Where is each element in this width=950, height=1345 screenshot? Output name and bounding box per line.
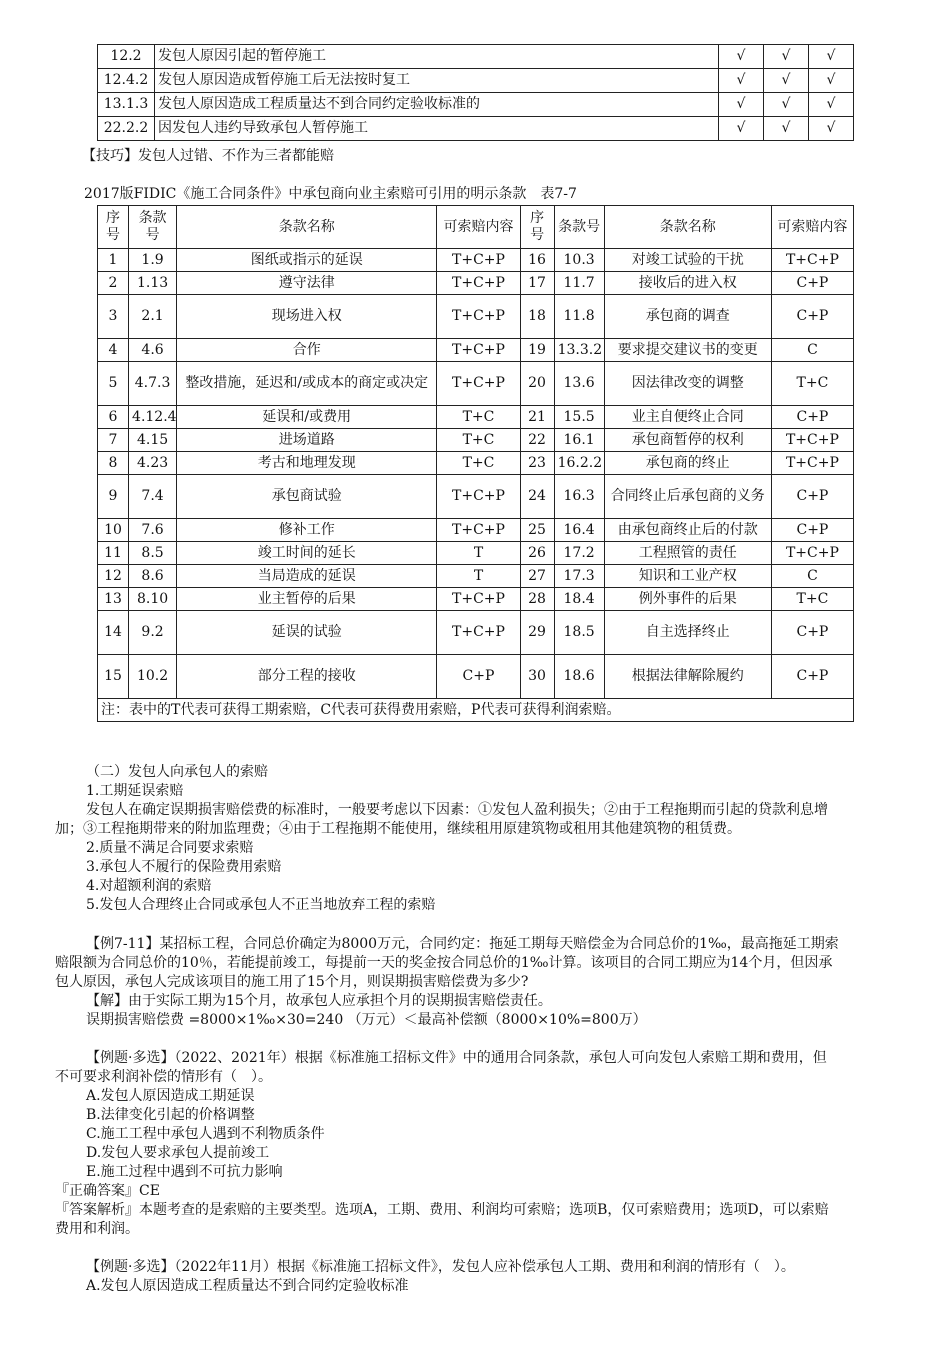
clause-number: 22.2.2 [98,117,155,141]
seq-cell: 18 [520,295,554,339]
example-711-solution: 【解】由于实际工期为15个月，故承包人应承担个月的误期损害赔偿责任。 [86,993,552,1009]
example-multi1-line1: 【例题·多选】（2022、2021年）根据《标准施工招标文件》中的通用合同条款，承包人可向发包人索赔工期和费用，但 [86,1050,827,1066]
name-cell: 图纸或指示的延误 [177,249,437,272]
name-cell: 因法律改变的调整 [604,362,771,406]
clause-cell: 16.1 [554,429,604,452]
seq-cell: 17 [520,272,554,295]
content-cell: T+C [437,452,520,475]
seq-cell: 3 [98,295,129,339]
time-claim-check: √ [719,93,764,117]
seq-cell: 28 [520,588,554,611]
fidic-table-caption: 2017版FIDIC《施工合同条件》中承包商向业主索赔可引用的明示条款 表7-7 [84,186,577,202]
cost-claim-check: √ [764,45,809,69]
content-cell: C+P [771,406,853,429]
example-multi2-option-a: A.发包人原因造成工程质量达不到合同约定验收标准 [86,1278,409,1294]
seq-cell: 8 [98,452,129,475]
fidic-row [98,362,854,406]
content-cell: T+C+P [771,249,853,272]
seq-cell: 11 [98,542,129,565]
clause-cell: 10.3 [554,249,604,272]
name-cell: 整改措施，延迟和/或成本的商定或决定 [177,362,437,406]
seq-cell: 26 [520,542,554,565]
section-item-3: 3.承包人不履行的保险费用索赔 [86,859,282,875]
content-cell: T+C+P [437,519,520,542]
clause-cell: 17.2 [554,542,604,565]
answer-analysis-b: 费用和利润。 [55,1221,139,1237]
content-cell: T+C+P [771,452,853,475]
profit-claim-check: √ [809,117,854,141]
example-multi1-line2: 不可要求利润补偿的情形有（ ）。 [55,1069,272,1085]
fidic-row [98,406,854,429]
fidic-claims-table [97,205,854,722]
option-c: C.施工工程中承包人遇到不利物质条件 [86,1126,325,1142]
name-cell: 当局造成的延误 [177,565,437,588]
name-cell: 承包商的终止 [604,452,771,475]
header-content: 可索赔内容 [437,206,520,249]
fidic-row [98,339,854,362]
fidic-row [98,272,854,295]
clause-cell: 4.15 [129,429,177,452]
time-claim-check: √ [719,69,764,93]
clause-cell: 18.5 [554,611,604,655]
claim-table-continued [97,44,854,141]
seq-cell: 19 [520,339,554,362]
name-cell: 工程照管的责任 [604,542,771,565]
clause-cell: 11.7 [554,272,604,295]
seq-cell: 13 [98,588,129,611]
clause-description: 发包人原因造成工程质量达不到合同约定验收标准的 [155,93,719,117]
fidic-note-row [98,699,854,722]
name-cell: 遵守法律 [177,272,437,295]
name-cell: 修补工作 [177,519,437,542]
seq-cell: 7 [98,429,129,452]
clause-cell: 1.13 [129,272,177,295]
clause-description: 因发包人违约导致承包人暂停施工 [155,117,719,141]
content-cell: T+C [437,429,520,452]
name-cell: 对竣工试验的干扰 [604,249,771,272]
header-clause-2: 条款号 [554,206,604,249]
header-name: 条款名称 [177,206,437,249]
seq-cell: 22 [520,429,554,452]
clause-cell: 13.3.2 [554,339,604,362]
fidic-row [98,295,854,339]
content-cell: T+C+P [437,475,520,519]
name-cell: 根据法律解除履约 [604,655,771,699]
fidic-row [98,542,854,565]
seq-cell: 20 [520,362,554,406]
seq-cell: 1 [98,249,129,272]
top-table-row [98,93,854,117]
name-cell: 现场进入权 [177,295,437,339]
clause-cell: 2.1 [129,295,177,339]
fidic-row [98,565,854,588]
clause-number: 13.1.3 [98,93,155,117]
example-711-line1: 【例7-11】某招标工程，合同总价确定为8000万元，合同约定：拖延工期每天赔偿金为合同总价的1‰，最高拖延工期索 [86,936,839,952]
name-cell: 延误和/或费用 [177,406,437,429]
clause-cell: 11.8 [554,295,604,339]
content-cell: C [771,565,853,588]
cost-claim-check: √ [764,69,809,93]
option-b: B.法律变化引起的价格调整 [86,1107,255,1123]
clause-cell: 7.4 [129,475,177,519]
name-cell: 延误的试验 [177,611,437,655]
name-cell: 业主暂停的后果 [177,588,437,611]
cost-claim-check: √ [764,117,809,141]
seq-cell: 2 [98,272,129,295]
name-cell: 知识和工业产权 [604,565,771,588]
seq-cell: 24 [520,475,554,519]
content-cell: C+P [771,295,853,339]
section-item-1-text-b: 加；③工程拖期带来的附加监理费；④由于工程拖期不能使用，继续租用原建筑物或租用其他建筑物的租赁费。 [55,821,741,837]
clause-cell: 18.6 [554,655,604,699]
fidic-row [98,475,854,519]
seq-cell: 15 [98,655,129,699]
content-cell: T+C+P [437,611,520,655]
name-cell: 合作 [177,339,437,362]
content-cell: C+P [771,611,853,655]
name-cell: 自主选择终止 [604,611,771,655]
clause-cell: 1.9 [129,249,177,272]
name-cell: 承包商试验 [177,475,437,519]
fidic-row [98,429,854,452]
fidic-row [98,655,854,699]
seq-cell: 10 [98,519,129,542]
clause-cell: 8.5 [129,542,177,565]
seq-cell: 14 [98,611,129,655]
content-cell: C+P [437,655,520,699]
clause-number: 12.4.2 [98,69,155,93]
clause-cell: 4.23 [129,452,177,475]
content-cell: T+C+P [437,249,520,272]
seq-cell: 25 [520,519,554,542]
name-cell: 承包商的调查 [604,295,771,339]
content-cell: T+C [771,362,853,406]
content-cell: T+C+P [437,272,520,295]
example-711-calc: 误期损害赔偿费 =8000×1‰×30=240 （万元）＜最高补偿额（8000×10%=800万） [86,1012,647,1028]
top-table-row [98,117,854,141]
content-cell: C+P [771,475,853,519]
option-d: D.发包人要求承包人提前竣工 [86,1145,270,1161]
section-item-2: 2.质量不满足合同要求索赔 [86,840,254,856]
name-cell: 接收后的进入权 [604,272,771,295]
seq-cell: 21 [520,406,554,429]
clause-cell: 4.12.4 [129,406,177,429]
option-a: A.发包人原因造成工期延误 [86,1088,255,1104]
name-cell: 进场道路 [177,429,437,452]
content-cell: T+C [437,406,520,429]
section-title: （二）发包人向承包人的索赔 [86,764,268,780]
fidic-row [98,611,854,655]
fidic-note: 注：表中的T代表可获得工期索赔，C代表可获得费用索赔，P代表可获得利润索赔。 [98,699,854,722]
header-name-2: 条款名称 [604,206,771,249]
section-item-4: 4.对超额利润的索赔 [86,878,212,894]
seq-cell: 4 [98,339,129,362]
header-seq-2: 序号 [520,206,554,249]
name-cell: 考古和地理发现 [177,452,437,475]
example-711-line2: 赔限额为合同总价的10％，若能提前竣工，每提前一天的奖金按合同总价的1‰计算。该项目的合同工期应为14个月，但因承 [55,955,833,971]
content-cell: T [437,565,520,588]
profit-claim-check: √ [809,45,854,69]
clause-cell: 8.6 [129,565,177,588]
seq-cell: 30 [520,655,554,699]
name-cell: 业主自便终止合同 [604,406,771,429]
clause-cell: 16.4 [554,519,604,542]
profit-claim-check: √ [809,93,854,117]
content-cell: T+C+P [771,429,853,452]
clause-cell: 7.6 [129,519,177,542]
clause-description: 发包人原因引起的暂停施工 [155,45,719,69]
top-table-row [98,69,854,93]
answer-analysis-a: 『答案解析』本题考查的是索赔的主要类型。选项A，工期、费用、利润均可索赔；选项B，仅可索赔费用；选项D，可以索赔 [55,1202,829,1218]
clause-description: 发包人原因造成暂停施工后无法按时复工 [155,69,719,93]
clause-number: 12.2 [98,45,155,69]
content-cell: T+C+P [437,339,520,362]
time-claim-check: √ [719,117,764,141]
fidic-row [98,452,854,475]
content-cell: C [771,339,853,362]
example-711-line3: 包人原因，承包人完成该项目的施工用了15个月，则误期损害赔偿费为多少? [55,974,529,990]
name-cell: 承包商暂停的权利 [604,429,771,452]
header-content-2: 可索赔内容 [771,206,853,249]
clause-cell: 15.5 [554,406,604,429]
option-e: E.施工过程中遇到不可抗力影响 [86,1164,283,1180]
name-cell: 合同终止后承包商的义务 [604,475,771,519]
clause-cell: 18.4 [554,588,604,611]
seq-cell: 29 [520,611,554,655]
content-cell: T [437,542,520,565]
profit-claim-check: √ [809,69,854,93]
clause-cell: 9.2 [129,611,177,655]
clause-cell: 16.2.2 [554,452,604,475]
section-item-1-text-a: 发包人在确定误期损害赔偿费的标准时，一般要考虑以下因素：①发包人盈利损失；②由于工程拖期而引起的贷款利息增 [86,802,828,818]
name-cell: 部分工程的接收 [177,655,437,699]
fidic-row [98,249,854,272]
content-cell: T+C [771,588,853,611]
time-claim-check: √ [719,45,764,69]
seq-cell: 27 [520,565,554,588]
section-item-1: 1.工期延误索赔 [86,783,184,799]
clause-cell: 8.10 [129,588,177,611]
cost-claim-check: √ [764,93,809,117]
content-cell: C+P [771,655,853,699]
tip-text: 【技巧】发包人过错、不作为三者都能赔 [82,148,334,164]
fidic-header-row [98,206,854,249]
content-cell: T+C+P [437,295,520,339]
seq-cell: 16 [520,249,554,272]
content-cell: T+C+P [771,542,853,565]
example-multi2-line1: 【例题·多选】（2022年11月）根据《标准施工招标文件》，发包人应补偿承包人工期、费用和利润的情形有（ ）。 [86,1259,795,1275]
clause-cell: 4.6 [129,339,177,362]
seq-cell: 5 [98,362,129,406]
fidic-row [98,588,854,611]
clause-cell: 16.3 [554,475,604,519]
name-cell: 由承包商终止后的付款 [604,519,771,542]
content-cell: T+C+P [437,588,520,611]
name-cell: 竣工时间的延长 [177,542,437,565]
top-table-row [98,45,854,69]
content-cell: C+P [771,272,853,295]
clause-cell: 10.2 [129,655,177,699]
correct-answer: 『正确答案』CE [55,1183,160,1199]
clause-cell: 13.6 [554,362,604,406]
seq-cell: 12 [98,565,129,588]
seq-cell: 23 [520,452,554,475]
content-cell: T+C+P [437,362,520,406]
header-clause: 条款号 [129,206,177,249]
content-cell: C+P [771,519,853,542]
name-cell: 要求提交建议书的变更 [604,339,771,362]
clause-cell: 17.3 [554,565,604,588]
seq-cell: 9 [98,475,129,519]
seq-cell: 6 [98,406,129,429]
name-cell: 例外事件的后果 [604,588,771,611]
clause-cell: 4.7.3 [129,362,177,406]
fidic-row [98,519,854,542]
header-seq: 序号 [98,206,129,249]
section-item-5: 5.发包人合理终止合同或承包人不正当地放弃工程的索赔 [86,897,436,913]
